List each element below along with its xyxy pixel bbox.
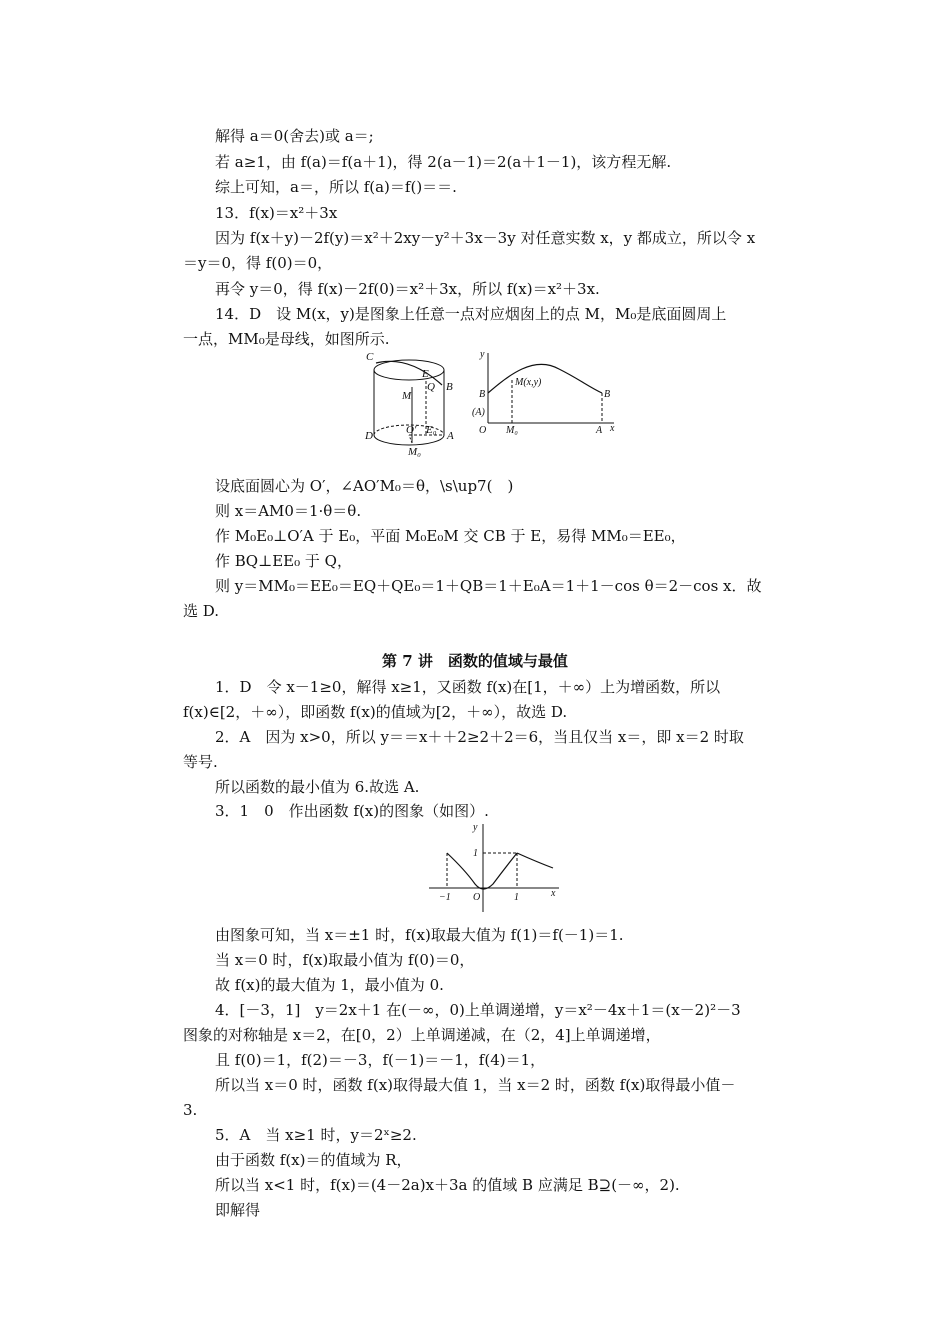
text-line: 作 BQ⊥EE₀ 于 Q， <box>215 552 352 570</box>
graph-label: A <box>596 425 603 436</box>
text-line: 综上可知，a＝，所以 f(a)＝f()＝＝. <box>215 178 457 196</box>
graph-label: y <box>480 349 485 360</box>
text-line: 解得 a＝0(舍去)或 a＝; <box>215 127 374 145</box>
graph-label: M₀ <box>506 425 518 436</box>
cyl-label: D <box>365 430 373 442</box>
section-heading: 第 7 讲 函数的值域与最值 <box>382 652 568 670</box>
text-line: 再令 y＝0，得 f(x)－2f(0)＝x²＋3x，所以 f(x)＝x²＋3x. <box>215 280 600 298</box>
text-line: 等号. <box>183 753 218 771</box>
text-line: f(x)∈[2，＋∞），即函数 f(x)的值域为[2，＋∞），故选 D. <box>183 703 568 721</box>
text-line: 作 M₀E₀⊥O′A 于 E₀，平面 M₀E₀M 交 CB 于 E，易得 MM₀＝EE₀， <box>215 527 686 545</box>
text-line: 则 x＝AM0＝1·θ＝θ. <box>215 502 362 520</box>
graph2-label: 1 <box>473 848 478 859</box>
text-line: 当 x＝0 时，f(x)取最小值为 f(0)＝0， <box>215 951 475 969</box>
text-line: 图象的对称轴是 x＝2，在[0，2）上单调递减，在（2，4]上单调递增， <box>183 1026 661 1044</box>
graph2-label: O <box>473 892 481 903</box>
cyl-label: E₀ <box>426 424 437 436</box>
cyl-label: C <box>366 351 374 363</box>
cyl-label: E <box>422 368 429 380</box>
text-line: 1．D 令 x－1≥0，解得 x≥1，又函数 f(x)在[1，＋∞）上为增函数，所以 <box>215 678 721 696</box>
cyl-label: Q <box>427 381 435 393</box>
graph-label: x <box>610 423 615 434</box>
curve-tail <box>517 853 553 868</box>
text-line: 2．A 因为 x>0，所以 y＝＝x＋＋2≥2＋2＝6，当且仅当 x＝，即 x＝2 时取 <box>215 728 744 746</box>
curve-parabola <box>447 853 517 889</box>
text-line: 且 f(0)＝1，f(2)＝－3，f(－1)＝－1，f(4)＝1， <box>215 1051 546 1069</box>
text-line: 选 D. <box>183 602 220 620</box>
text-line: 3. <box>183 1101 198 1119</box>
text-line: 则 y＝MM₀＝EE₀＝EQ＋QE₀＝1＋QB＝1＋E₀A＝1＋1－cos θ＝2－cos x．故 <box>215 577 762 595</box>
text-line: 3．1 0 作出函数 f(x)的图象（如图）. <box>215 802 489 820</box>
text-line: 4．[－3，1] y＝2x＋1 在(－∞，0)上单调递增，y＝x²－4x＋1＝(x－2)²－3 <box>215 1001 741 1019</box>
text-line: 5．A 当 x≥1 时，y＝2ˣ≥2. <box>215 1126 417 1144</box>
text-line: 即解得 <box>215 1201 261 1219</box>
graph2-label: y <box>473 822 478 833</box>
text-line: 所以函数的最小值为 6.故选 A. <box>215 778 420 796</box>
graph2-label: −1 <box>439 892 451 903</box>
text-line: 所以当 x＝0 时，函数 f(x)取得最大值 1，当 x＝2 时，函数 f(x)取得最小值－ <box>215 1076 736 1094</box>
graph-label: O <box>479 425 487 436</box>
cyl-label: M <box>402 390 412 402</box>
text-line: 设底面圆心为 O′，∠AO′M₀＝θ，\s\up7( ) <box>215 477 514 495</box>
text-line: 因为 f(x＋y)－2f(y)＝x²＋2xy－y²＋3x－3y 对任意实数 x，y 都成立，所以令 x <box>215 229 756 247</box>
graph2-label: x <box>551 888 556 899</box>
text-line: 所以当 x<1 时，f(x)＝(4－2a)x＋3a 的值域 B 应满足 B⊇(－∞，2). <box>215 1176 680 1194</box>
cyl-label: B <box>446 381 453 393</box>
text-line: 一点，MM₀是母线，如图所示. <box>183 330 390 348</box>
cyl-label: M₀ <box>408 446 421 458</box>
graph-label: M(x,y) <box>515 377 542 388</box>
function-graph <box>425 820 565 918</box>
height-graph <box>488 353 614 423</box>
cyl-label: A <box>447 430 454 442</box>
text-line: 14．D 设 M(x，y)是图象上任意一点对应烟囱上的点 M，M₀是底面圆周上 <box>215 305 727 323</box>
cyl-label: O′ <box>406 424 417 436</box>
graph-label: (A) <box>472 407 485 418</box>
text-line: 由图象可知，当 x＝±1 时，f(x)取最大值为 f(1)＝f(－1)＝1. <box>215 926 624 944</box>
graph-label: B <box>604 389 611 400</box>
graph-label: B <box>479 389 486 400</box>
text-line: 若 a≥1，由 f(a)＝f(a＋1)，得 2(a－1)＝2(a＋1－1)，该方程无解. <box>215 153 672 171</box>
text-line: 13．f(x)＝x²＋3x <box>215 204 338 222</box>
text-line: 由于函数 f(x)＝的值域为 R， <box>215 1151 412 1169</box>
graph2-label: 1 <box>514 892 519 903</box>
text-line: ＝y＝0，得 f(0)＝0， <box>183 254 333 272</box>
text-line: 故 f(x)的最大值为 1，最小值为 0. <box>215 976 444 994</box>
chimney-figure <box>364 345 624 463</box>
